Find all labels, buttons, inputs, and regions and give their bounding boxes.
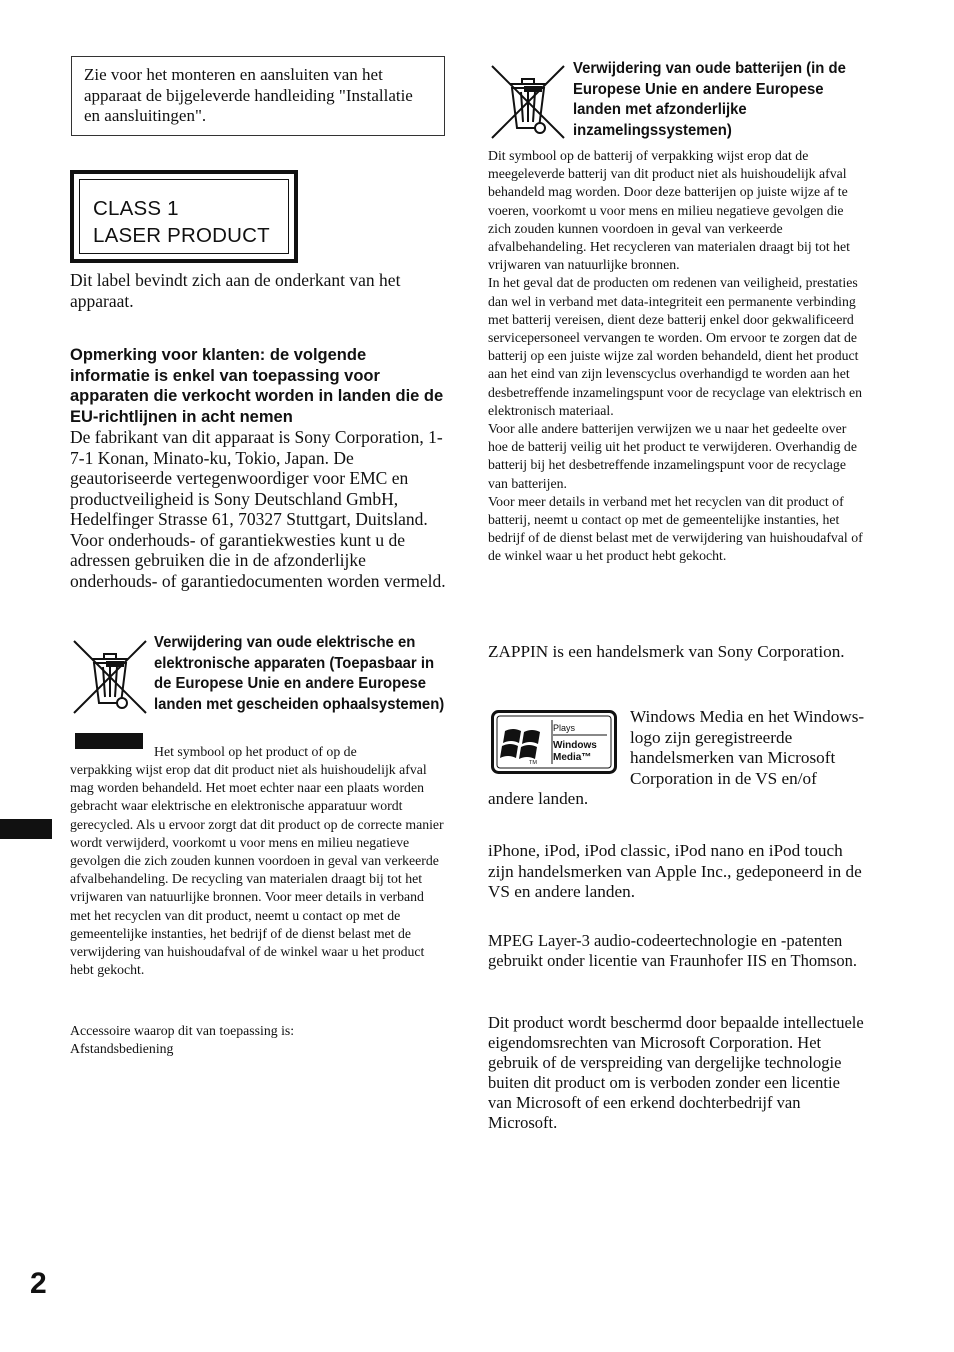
weee-bin-icon — [70, 637, 150, 717]
side-tab-marker — [0, 819, 52, 839]
accessory-item: Afstandsbediening — [70, 1041, 174, 1057]
weee-electronics-body-first-line: Het symbool op het product of op de — [154, 744, 357, 759]
logo-tm-text: TM — [529, 760, 537, 766]
label-location-note: Dit label bevindt zich aan de onderkant van het apparaat. — [70, 270, 401, 311]
zappin-trademark: ZAPPIN is een handelsmerk van Sony Corporation. — [488, 642, 845, 661]
accessory-label: Accessoire waarop dit van toepassing is: — [70, 1023, 295, 1038]
class1-laser-label — [70, 170, 298, 263]
weee-batteries-body — [488, 147, 866, 566]
customer-notice-body: De fabrikant van dit apparaat is Sony Corporation, 1-7-1 Konan, Minato-ku, Tokio, Japan. De geautoriseerde vertegenwoordiger voor EMC en productveiligheid is Sony Deutschland GmbH, Hedelfinger Strasse 61, 70327 Stuttgart, Duitsland. Voor onderhouds- of garantiekwesties kunt u de adressen gebruiken die in de afzonderlijke onderhouds- of garantiedocumenten worden vermeld. — [70, 427, 446, 591]
weee-electronics-heading: Verwijdering van oude elektrische en elektronische apparaten (Toepasbaar in de Europese Unie en andere Europese landen met gescheiden ophaalsystemen) — [154, 634, 445, 713]
accessory-note — [70, 1022, 448, 1058]
mpeg-license: MPEG Layer-3 audio-codeertechnologie en -patenten gebruikt onder licentie van Fraunhofer IIS en Thomson. — [488, 931, 858, 970]
windows-media-trademark-text: Windows Media en het Windows-logo zijn geregistreerde handelsmerken van Microsoft Corporation in de VS en/of andere landen. — [488, 707, 865, 808]
batteries-paragraph-2: In het geval dat de producten om redenen van veiligheid, prestaties dan wel in verband met data-integriteit een permanente verbinding met batterij vereisen, dient deze batterij enkel door gekwalificeerd servicepersoneel vervangen te worden. Om ervoor te zorgen dat de batterij op een juiste wijze zal worden behandeld, dient het product aan het eind van zijn levenscyclus overhandigd te worden aan het desbetreffende inzamelingspunt voor de recyclage van elektrisch en elektronisch materiaal. — [488, 275, 863, 418]
batteries-paragraph-3: Voor alle andere batterijen verwijzen we u naar het gedeelte over hoe de batterij veilig uit het product te verwijderen. Overhandig de batterij bij het desbetreffende inzamelingspunt voor de recyclage van batterijen. — [488, 421, 857, 491]
weee-batteries-heading: Verwijdering van oude batterijen (in de Europese Unie en andere Europese landen met afzonderlijke inzamelingssystemen) — [573, 60, 846, 139]
batteries-paragraph-4: Voor meer details in verband met het recyclen van dit product of batterij, neemt u contact op met de gemeentelijke instanties, het bedrijf of de dienst belast met de verwijdering van huishoudafval of de winkel waar u het product hebt gekocht. — [488, 493, 863, 564]
weee-black-bar — [75, 733, 143, 749]
installation-note-box — [71, 56, 445, 136]
weee-battery-bin-icon — [488, 62, 568, 142]
logo-plays-text: Plays — [553, 723, 576, 733]
windows-media-trademark — [488, 707, 866, 810]
weee-electronics-body: verpakking wijst erop dat dit product niet als huishoudelijk afval mag worden behandeld. Het moet echter naar een plaats worden gebracht waar elektrische en elektronische apparatuur wordt gerecycled. Als u ervoor zorgt dat dit product op de correcte manier wordt verwijderd, voorkomt u voor mens en milieu negatieve gevolgen die zich zouden kunnen voordoen in geval van verkeerde afvalbehandeling. De recycling van materialen draagt bij tot het vrijwaren van natuurlijke bronnen. Voor meer details in verband met het recyclen van dit product, neemt u contact op met de gemeentelijke instanties, het bedrijf of de dienst belast met de verwijdering van huishoudafval of de winkel waar u het product hebt gekocht. — [70, 762, 444, 978]
microsoft-ip-notice: Dit product wordt beschermd door bepaalde intellectuele eigendomsrechten van Microsoft Corporation. Het gebruik of de verspreiding van dergelijke technologie buiten dit product om is verboden zonder een licentie van Microsoft of een erkend dochterbedrijf van Microsoft. — [488, 1013, 864, 1132]
laser-product-text: LASER PRODUCT — [93, 224, 270, 247]
laser-class-text: CLASS 1 — [93, 197, 179, 220]
page-number: 2 — [30, 1267, 47, 1300]
customer-notice-heading: Opmerking voor klanten: de volgende informatie is enkel van toepassing voor apparaten die verkocht worden in landen die de EU-richtlijnen in acht nemen — [70, 346, 444, 426]
logo-media-text: Media™ — [553, 752, 592, 763]
apple-trademark: iPhone, iPod, iPod classic, iPod nano en iPod touch zijn handelsmerken van Apple Inc., gedeponeerd in de VS en andere landen. — [488, 841, 862, 901]
installation-note: Zie voor het monteren en aansluiten van het apparaat de bijgeleverde handleiding "Installatie en aansluitingen". — [84, 65, 413, 125]
batteries-paragraph-1: Dit symbool op de batterij of verpakking wijst erop dat de meegeleverde batterij van dit product niet als huishoudelijk afval behandeld mag worden. Door deze batterijen op juiste wijze af te voeren, voorkomt u voor mens en milieu negatieve gevolgen die zich zouden kunnen voordoen in geval van verkeerde afvalbehandeling. Het recycleren van materialen draagt bij tot het vrijwaren van natuurlijke bronnen. — [488, 148, 850, 273]
customer-notice — [70, 345, 448, 591]
logo-windows-text: Windows — [553, 740, 597, 751]
